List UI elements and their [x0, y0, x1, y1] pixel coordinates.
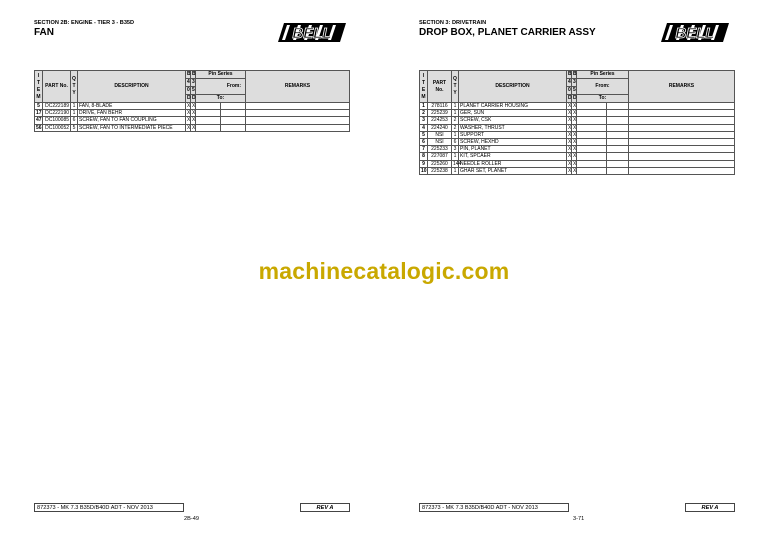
description-cell: GER, SUN [459, 110, 567, 117]
from-header: From: [577, 79, 629, 95]
part-no-header: PART No. [428, 71, 452, 103]
to-cell [607, 110, 629, 117]
model-header: B [573, 71, 577, 77]
parts-table [419, 70, 735, 175]
item-cell: 5 [35, 103, 43, 110]
pin-series-header: Pin Series [196, 71, 246, 79]
to-cell [607, 139, 629, 146]
svg-text:BELL: BELL [292, 25, 332, 42]
model-header: 0 [187, 87, 190, 93]
model-cell: X [568, 131, 572, 138]
from-header: From: [196, 79, 246, 95]
model-cell: X [568, 117, 572, 124]
item-cell: 4 [420, 124, 428, 131]
qty-cell: 2 [452, 124, 459, 131]
qty-cell: 1 [452, 131, 459, 138]
from-cell [196, 124, 221, 131]
model-cell: X [192, 124, 196, 131]
qty-cell: 5 [71, 124, 78, 131]
description-cell: WASHER, THRUST [459, 124, 567, 131]
model-cell: X [568, 124, 572, 131]
from-cell [196, 110, 221, 117]
qty-cell: 1 [71, 103, 78, 110]
part-cell: 225239 [428, 110, 452, 117]
description-cell: PIN, PLANET [459, 146, 567, 153]
qty-cell: 1 [452, 110, 459, 117]
remarks-cell [629, 167, 735, 174]
bell-logo [659, 22, 731, 43]
table-row [35, 110, 350, 117]
part-cell: NSI [428, 131, 452, 138]
item-cell: 2 [420, 110, 428, 117]
remarks-cell [629, 160, 735, 167]
remarks-cell [629, 103, 735, 110]
model-cell: X [192, 103, 196, 109]
from-cell [577, 139, 607, 146]
to-cell [607, 153, 629, 160]
item-header: I T E M [35, 71, 43, 103]
qty-cell: 6 [71, 117, 78, 124]
description-cell: NEEDLE ROLLER [459, 160, 567, 167]
model-header: B [568, 71, 572, 77]
description-cell: GHAR SET, PLANET [459, 167, 567, 174]
model-cell: X [568, 167, 572, 174]
model-header: D [573, 95, 577, 101]
description-cell: FAN, 8-BLADE [78, 103, 186, 110]
table-row [420, 139, 735, 146]
table-row [420, 160, 735, 167]
model-cell: X [573, 139, 577, 146]
model-cell: X [187, 124, 191, 131]
model-header: 4 [187, 79, 190, 85]
table-row [35, 124, 350, 131]
remarks-cell [246, 117, 350, 124]
model-cell: X [573, 146, 577, 153]
qty-cell: 6 [452, 139, 459, 146]
description-header: DESCRIPTION [459, 71, 567, 103]
model-cell: X [187, 117, 191, 124]
part-cell: 278116 [428, 103, 452, 110]
item-cell: 10 [421, 167, 427, 174]
to-cell [607, 167, 629, 174]
qty-cell: 1 [71, 110, 78, 117]
to-header: To: [577, 95, 629, 103]
table-row [420, 167, 735, 174]
document-reference: 872373 - MK 7.3 B35D/B40D ADT - NOV 2013 [419, 503, 569, 512]
model-cell: X [568, 110, 572, 117]
part-cell: 224253 [428, 117, 452, 124]
part-cell: NSI [428, 139, 452, 146]
item-cell: 9 [420, 160, 428, 167]
qty-cell: 3 [452, 146, 459, 153]
model-header: D [568, 95, 572, 101]
model-cell: X [573, 103, 577, 109]
to-cell [607, 124, 629, 131]
qty-cell: 2 [452, 117, 459, 124]
to-cell [607, 103, 629, 110]
document-reference: 872373 - MK 7.3 B35D/B40D ADT - NOV 2013 [34, 503, 184, 512]
item-cell: 47 [36, 117, 42, 124]
remarks-cell [246, 110, 350, 117]
model-cell: X [573, 124, 577, 131]
to-cell [607, 160, 629, 167]
model-cell: X [568, 103, 572, 109]
qty-cell: 1 [452, 153, 459, 160]
remarks-cell [246, 124, 350, 131]
svg-text:BELL: BELL [675, 25, 715, 42]
description-cell: KIT, SPCAER [459, 153, 567, 160]
from-cell [577, 117, 607, 124]
model-header: 3 [573, 79, 576, 85]
item-cell: 8 [420, 153, 428, 160]
part-cell: DC222189 [43, 103, 71, 110]
item-cell: 1 [420, 103, 428, 110]
model-cell: X [568, 146, 572, 153]
description-cell: SUPPORT [459, 131, 567, 138]
item-cell: 56 [36, 124, 42, 131]
part-cell: DC222190 [43, 110, 71, 117]
from-cell [577, 110, 607, 117]
item-cell: 3 [420, 117, 428, 124]
model-cell: X [573, 160, 577, 167]
item-cell: 5 [420, 131, 428, 138]
revision-label: REV A [300, 503, 350, 512]
description-cell: DRIVE, FAN BEHR [78, 110, 186, 117]
remarks-cell [629, 110, 735, 117]
table-row [420, 124, 735, 131]
watermark-text: machinecatalogic.com [258, 258, 510, 284]
model-header: 0 [568, 87, 571, 93]
revision-label: REV A [685, 503, 735, 512]
qty-cell: 1 [452, 103, 459, 110]
table-row [420, 117, 735, 124]
from-cell [577, 103, 607, 110]
description-cell: SCREW, CSK [459, 117, 567, 124]
section-heading: SECTION 3: DRIVETRAIN [419, 20, 487, 26]
from-cell [196, 117, 221, 124]
model-cell: X [573, 131, 577, 138]
to-header: To: [196, 95, 246, 103]
model-cell: X [187, 103, 191, 109]
model-cell: X [573, 167, 577, 174]
from-cell [577, 153, 607, 160]
to-cell [221, 124, 246, 131]
table-row [35, 117, 350, 124]
model-cell: X [192, 110, 196, 117]
part-cell: 227087 [428, 153, 452, 160]
remarks-cell [246, 103, 350, 110]
remarks-cell [629, 124, 735, 131]
part-cell: 225260 [428, 160, 452, 167]
model-header: B [187, 71, 191, 77]
table-row [420, 146, 735, 153]
part-cell: 225233 [428, 146, 452, 153]
model-cell: X [192, 117, 196, 124]
to-cell [221, 103, 246, 110]
table-row [420, 110, 735, 117]
description-cell: SCREW, HEXHD [459, 139, 567, 146]
from-cell [577, 124, 607, 131]
remarks-cell [629, 117, 735, 124]
section-heading: SECTION 2B: ENGINE - TIER 3 - B35D [34, 20, 135, 26]
remarks-cell [629, 146, 735, 153]
bell-logo [276, 22, 348, 43]
to-cell [221, 110, 246, 117]
from-cell [577, 167, 607, 174]
to-cell [221, 117, 246, 124]
remarks-cell [629, 131, 735, 138]
to-cell [607, 117, 629, 124]
page-title: DROP BOX, PLANET CARRIER ASSY [419, 27, 596, 38]
from-cell [577, 131, 607, 138]
part-cell: 225238 [428, 167, 452, 174]
model-cell: X [573, 117, 577, 124]
qty-cell: 1 [452, 167, 459, 174]
model-header: 3 [192, 79, 195, 85]
part-cell: DC100052 [43, 124, 71, 131]
qty-header: Q T Y [71, 71, 78, 103]
table-row [420, 131, 735, 138]
table-row [420, 103, 735, 110]
item-header: I T E M [420, 71, 428, 103]
part-cell: 224240 [428, 124, 452, 131]
qty-cell: 144 [453, 160, 462, 167]
qty-header: Q T Y [452, 71, 459, 103]
remarks-header: REMARKS [629, 71, 735, 103]
model-header: D [187, 95, 191, 101]
from-cell [577, 160, 607, 167]
model-cell: X [573, 110, 577, 117]
from-cell [196, 103, 221, 110]
part-no-header: PART No. [43, 71, 71, 103]
model-cell: X [573, 153, 577, 160]
item-cell: 17 [36, 110, 42, 117]
model-cell: X [568, 139, 572, 146]
remarks-cell [629, 153, 735, 160]
model-cell: X [568, 160, 572, 167]
to-cell [607, 131, 629, 138]
page-number: 2B-49 [184, 516, 199, 522]
model-cell: X [568, 153, 572, 160]
description-header: DESCRIPTION [78, 71, 186, 103]
table-row [420, 153, 735, 160]
to-cell [607, 146, 629, 153]
description-cell: PLANET CARRIER HOUSING [459, 103, 567, 110]
part-cell: DC100085 [43, 117, 71, 124]
model-header: 4 [568, 79, 571, 85]
description-cell: SCREW, FAN TO INTERMEDIATE PIECE [78, 124, 186, 131]
parts-table [34, 70, 350, 132]
description-cell: SCREW, FAN TO FAN COUPLING [78, 117, 186, 124]
model-header: D [192, 95, 196, 101]
page-number: 3-71 [573, 516, 585, 522]
remarks-cell [629, 139, 735, 146]
model-header: B [192, 71, 196, 77]
model-header: 5 [573, 87, 576, 93]
page-title: FAN [34, 27, 54, 38]
from-cell [577, 146, 607, 153]
item-cell: 7 [420, 146, 428, 153]
item-cell: 6 [420, 139, 428, 146]
table-row [35, 103, 350, 110]
model-header: 5 [192, 87, 195, 93]
pin-series-header: Pin Series [577, 71, 629, 79]
remarks-header: REMARKS [246, 71, 350, 103]
model-cell: X [187, 110, 191, 117]
